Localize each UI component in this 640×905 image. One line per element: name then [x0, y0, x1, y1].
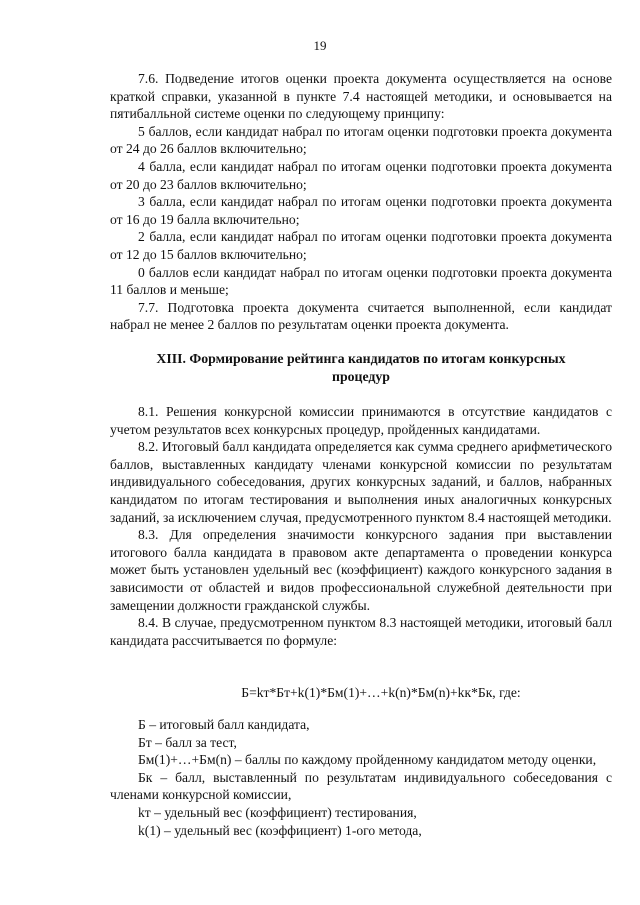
formula: Б=kт*Бт+k(1)*Бм(1)+…+k(n)*Бм(n)+kк*Бк, где: — [241, 685, 521, 700]
paragraph-8-4: 8.4. В случае, предусмотренном пунктом 8.3 настоящей методики, итоговый балл кандидата рассчитывается по формуле: — [110, 615, 612, 648]
score-item: 2 балла, если кандидат набрал по итогам оценки подготовки проекта документа от 12 до 15 баллов включительно; — [110, 229, 612, 262]
definition-item: Бт – балл за тест, — [138, 734, 237, 750]
score-item: 5 баллов, если кандидат набрал по итогам оценки подготовки проекта документа от 24 до 26 баллов включительно; — [110, 123, 612, 157]
paragraph-8-1: 8.1. Решения конкурсной комиссии принимаются в отсутствие кандидатов с учетом результатов всех конкурсных процедур, пройденных кандидатами. — [110, 404, 612, 437]
score-item: 3 балла, если кандидат набрал по итогам оценки подготовки проекта документа от 16 до 19 балла включительно; — [110, 194, 612, 227]
definition-item: Бк – балл, выставленный по результатам индивидуального собеседования с членами конкурсной комиссии, — [110, 769, 612, 803]
section-7-text — [110, 70, 612, 334]
score-item: 4 балла, если кандидат набрал по итогам оценки подготовки проекта документа от 20 до 23 баллов включительно; — [110, 158, 612, 192]
section-heading: XIII. Формирование рейтинга кандидатов по итогам конкурсных процедур — [156, 351, 566, 384]
paragraph-8-2: 8.2. Итоговый балл кандидата определяется как сумма среднего арифметического баллов, выставленных кандидату членами конкурсной комиссии по результатам индивидуального собеседования, других конкурсных заданий, и баллов, набранных кандидатом по итогам тестирования и выполнения иных аналогичных конкурсных заданий, за исключением случая, предусмотренного пунктом 8.4 настоящей методики. — [110, 439, 612, 525]
definition-item: kт – удельный вес (коэффициент) тестирования, — [138, 804, 417, 820]
section-8-text — [110, 403, 612, 649]
paragraph-7-6: 7.6. Подведение итогов оценки проекта документа осуществляется на основе краткой справки, указанной в пункте 7.4 настоящей методики, и основывается на пятибалльной системе оценки по следующему принципу: — [110, 71, 612, 122]
paragraph-8-3: 8.3. Для определения значимости конкурсного задания при выставлении итогового балла кандидата в правовом акте департамента о проведении конкурса может быть установлен удельный вес (коэффициент) каждого конкурсного задания в зависимости от областей и видов профессиональной служебной деятельности при замещении должности гражданской службы. — [110, 527, 612, 613]
definitions-list — [110, 716, 612, 839]
definition-item: Бм(1)+…+Бм(n) – баллы по каждому пройденному кандидатом методу оценки, — [138, 752, 597, 768]
definition-item: Б – итоговый балл кандидата, — [138, 717, 310, 732]
score-item: 0 баллов если кандидат набрал по итогам оценки подготовки проекта документа 11 баллов и меньше; — [110, 264, 612, 298]
formula-block — [110, 684, 612, 702]
definition-item: k(1) – удельный вес (коэффициент) 1-ого метода, — [138, 822, 422, 838]
paragraph-7-7: 7.7. Подготовка проекта документа считается выполненной, если кандидат набрал не менее 2 баллов по результатам оценки проекта документа. — [110, 299, 612, 333]
page-number: 19 — [313, 38, 327, 53]
section-heading-block — [110, 350, 612, 386]
